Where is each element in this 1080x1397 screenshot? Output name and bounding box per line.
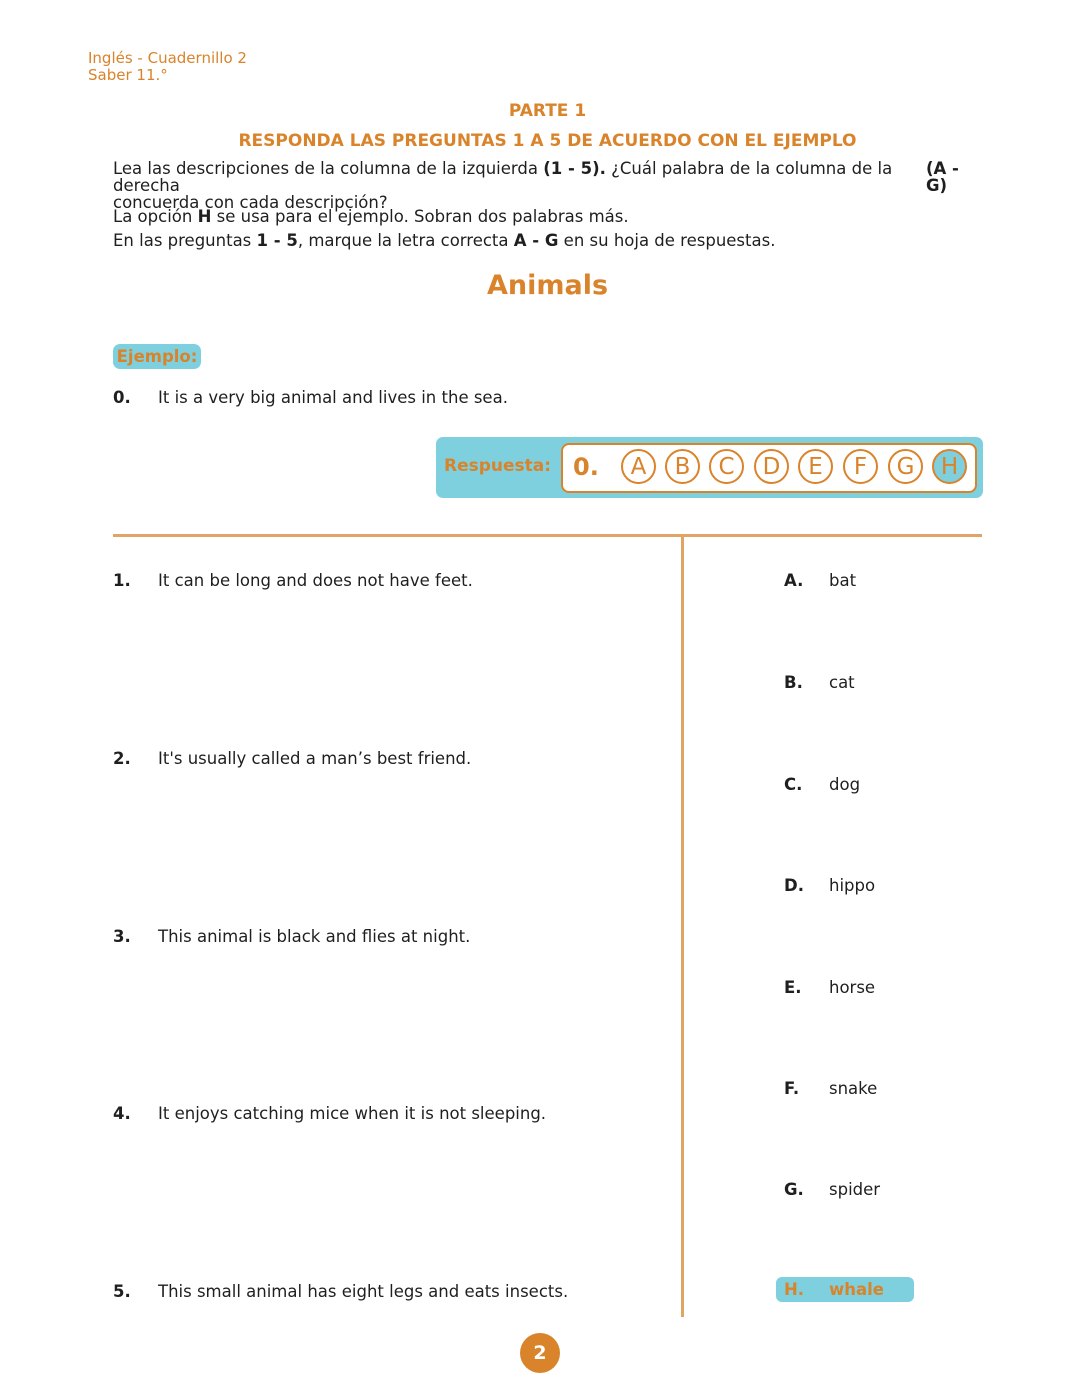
answer-number: 0. [573, 453, 599, 481]
instr-text: ¿Cuál palabra de la columna de la derecha [113, 159, 893, 195]
header-level: Saber 11.° [88, 66, 168, 84]
option-letter: B. [784, 673, 803, 692]
option-word: hippo [829, 876, 876, 895]
question-number: 0. [113, 388, 131, 407]
question-text: It enjoys catching mice when it is not sleeping. [158, 1104, 547, 1123]
question-5 [113, 1282, 568, 1301]
horizontal-divider [113, 534, 982, 537]
option-word: bat [829, 571, 857, 590]
option-letter: C. [784, 775, 803, 794]
option-e [784, 978, 875, 997]
question-number: 2. [113, 749, 131, 768]
option-c [784, 775, 860, 794]
answer-bubble-c[interactable]: C [709, 449, 744, 484]
option-word: dog [829, 775, 861, 794]
question-text: This animal is black and flies at night. [158, 927, 471, 946]
question-number: 5. [113, 1282, 131, 1301]
instruction-paragraph-2 [113, 208, 983, 225]
instruction-paragraph-1 [113, 160, 983, 211]
option-f [784, 1079, 877, 1098]
question-text: It can be long and does not have feet. [158, 571, 473, 590]
question-text: This small animal has eight legs and eats insects. [158, 1282, 569, 1301]
answer-bubble-e[interactable]: E [798, 449, 833, 484]
option-word: horse [829, 978, 876, 997]
question-number: 3. [113, 927, 131, 946]
section-title: Animals [486, 270, 609, 301]
question-3 [113, 927, 470, 946]
column-divider [681, 537, 684, 1317]
answer-bubble-row [561, 443, 977, 493]
instr-text: Lea las descripciones de la columna de la izquierda [113, 159, 544, 178]
instr-text: se usa para el ejemplo. Sobran dos palabras más. [211, 207, 629, 226]
option-letter: H. [784, 1280, 805, 1299]
answer-bubble-d[interactable]: D [754, 449, 789, 484]
answer-label: Respuesta: [444, 456, 552, 476]
option-word: spider [829, 1180, 881, 1199]
instr-range: 1 - 5 [256, 231, 298, 250]
instruction-paragraph-3 [113, 232, 983, 249]
option-h-example [784, 1280, 884, 1299]
option-d [784, 876, 875, 895]
example-answer-box [436, 437, 983, 498]
answer-bubble-a[interactable]: A [621, 449, 656, 484]
example-question [113, 388, 508, 407]
option-letter: D. [784, 876, 804, 895]
question-4 [113, 1104, 546, 1123]
option-word: cat [829, 673, 855, 692]
instr-text: La opción [113, 207, 198, 226]
page-header [88, 50, 247, 84]
header-subject: Inglés - Cuadernillo 2 [88, 49, 247, 67]
option-a [784, 571, 856, 590]
instr-text: En las preguntas [113, 231, 257, 250]
option-letter: A. [784, 571, 804, 590]
instr-range: A - G [513, 231, 559, 250]
instr-option: H [197, 207, 212, 226]
instr-text: concuerda con cada descripción? [113, 193, 388, 212]
option-word: snake [829, 1079, 878, 1098]
part-title: PARTE 1 [508, 101, 587, 121]
instruction-title: RESPONDA LAS PREGUNTAS 1 A 5 DE ACUERDO CON EL EJEMPLO [238, 131, 857, 151]
example-badge: Ejemplo: [113, 344, 201, 369]
answer-bubble-b[interactable]: B [665, 449, 700, 484]
page-number: 2 [520, 1333, 560, 1373]
answer-bubble-h-selected[interactable]: H [932, 449, 967, 484]
question-1 [113, 571, 473, 590]
question-number: 1. [113, 571, 131, 590]
answer-bubble-f[interactable]: F [843, 449, 878, 484]
option-letter: G. [784, 1180, 804, 1199]
instr-range: (1 - 5). [543, 159, 606, 178]
option-letter: F. [784, 1079, 800, 1098]
question-number: 4. [113, 1104, 131, 1123]
instr-range: (A - G) [925, 159, 959, 195]
question-2 [113, 749, 471, 768]
question-text: It's usually called a man’s best friend. [158, 749, 472, 768]
option-word: whale [829, 1280, 884, 1299]
option-letter: E. [784, 978, 802, 997]
instr-text: en su hoja de respuestas. [558, 231, 776, 250]
instr-text: , marque la letra correcta [297, 231, 514, 250]
option-g [784, 1180, 880, 1199]
question-text: It is a very big animal and lives in the sea. [158, 388, 508, 407]
answer-bubble-g[interactable]: G [888, 449, 923, 484]
option-b [784, 673, 855, 692]
